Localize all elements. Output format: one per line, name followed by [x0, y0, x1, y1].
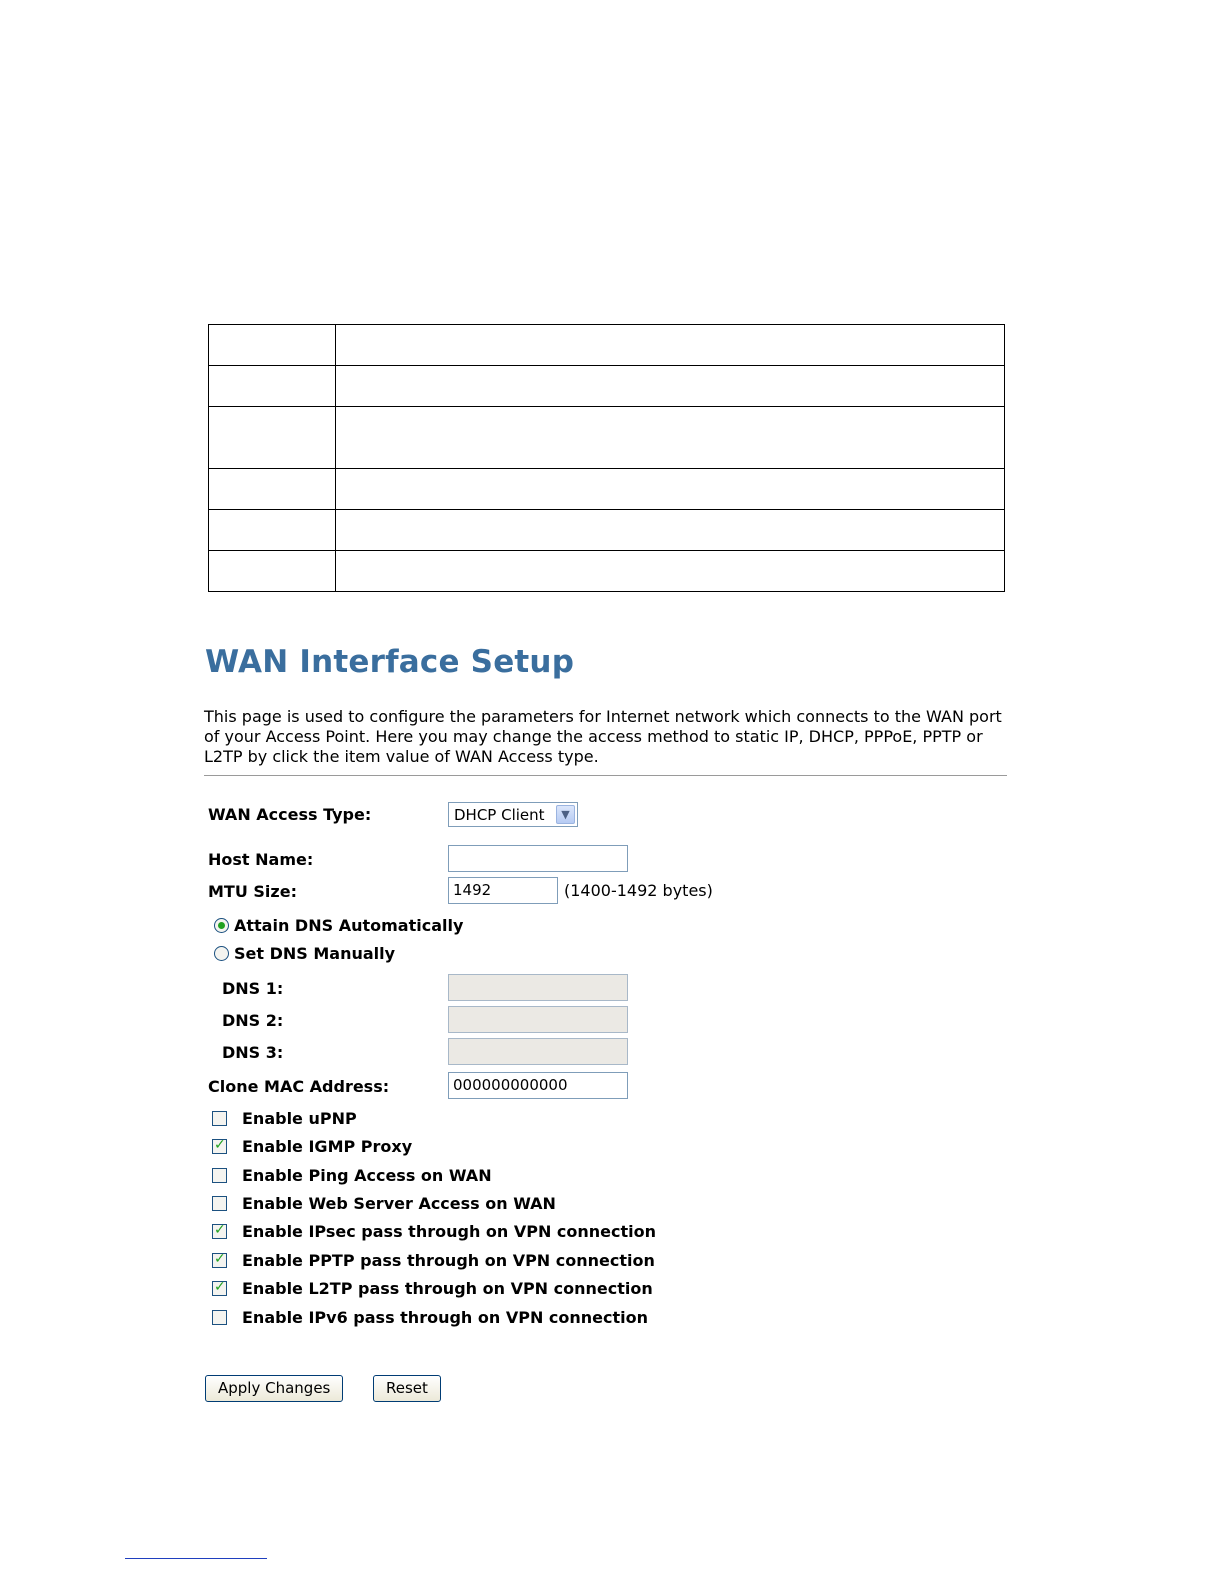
dns-manual-radio[interactable] [214, 946, 229, 961]
mtu-size-input[interactable]: 1492 [448, 877, 558, 904]
clone-mac-label: Clone MAC Address: [208, 1077, 390, 1096]
table-cell [336, 469, 1005, 510]
footer-divider [125, 1558, 267, 1559]
table-cell [209, 325, 336, 366]
ipv6-passthrough-checkbox[interactable] [212, 1310, 227, 1325]
dns-auto-option[interactable] [214, 916, 463, 935]
option-label: Enable uPNP [242, 1109, 357, 1128]
option-label: Enable IPsec pass through on VPN connection [242, 1222, 657, 1241]
option-pptp-passthrough[interactable] [212, 1251, 655, 1270]
apply-changes-button[interactable]: Apply Changes [205, 1375, 343, 1402]
option-label: Enable Ping Access on WAN [242, 1166, 492, 1185]
table-cell [336, 551, 1005, 592]
dns-manual-option[interactable] [214, 944, 395, 963]
host-name-label: Host Name: [208, 850, 314, 869]
reference-table [208, 324, 1005, 592]
option-upnp[interactable] [212, 1109, 357, 1128]
wan-access-type-select[interactable] [448, 802, 578, 827]
web-server-access-checkbox[interactable] [212, 1196, 227, 1211]
upnp-checkbox[interactable] [212, 1111, 227, 1126]
table-cell [209, 366, 336, 407]
ipsec-passthrough-checkbox[interactable] [212, 1224, 227, 1239]
wan-access-type-value: DHCP Client [454, 806, 545, 824]
dns-auto-label: Attain DNS Automatically [234, 916, 464, 935]
page-title: WAN Interface Setup [205, 644, 575, 680]
host-name-input[interactable] [448, 845, 628, 872]
table-cell [336, 510, 1005, 551]
table-cell [209, 551, 336, 592]
ping-access-checkbox[interactable] [212, 1168, 227, 1183]
divider [204, 775, 1007, 776]
dns1-input[interactable] [448, 974, 628, 1001]
option-ping-access[interactable] [212, 1166, 492, 1185]
option-igmp-proxy[interactable] [212, 1137, 412, 1156]
mtu-size-hint: (1400-1492 bytes) [564, 881, 713, 900]
clone-mac-input[interactable]: 000000000000 [448, 1072, 628, 1099]
table-cell [336, 325, 1005, 366]
table-cell [209, 469, 336, 510]
table-cell [209, 510, 336, 551]
option-ipv6-passthrough[interactable] [212, 1308, 648, 1327]
table-cell [209, 407, 336, 469]
table-cell [336, 366, 1005, 407]
option-label: Enable IPv6 pass through on VPN connection [242, 1308, 649, 1327]
dns2-label: DNS 2: [222, 1011, 284, 1030]
option-l2tp-passthrough[interactable] [212, 1279, 653, 1298]
option-label: Enable Web Server Access on WAN [242, 1194, 556, 1213]
reset-button[interactable]: Reset [373, 1375, 441, 1402]
pptp-passthrough-checkbox[interactable] [212, 1253, 227, 1268]
option-web-server-access[interactable] [212, 1194, 556, 1213]
dns-auto-radio[interactable] [214, 918, 229, 933]
igmp-proxy-checkbox[interactable] [212, 1139, 227, 1154]
dns3-label: DNS 3: [222, 1043, 284, 1062]
option-label: Enable L2TP pass through on VPN connection [242, 1279, 653, 1298]
option-ipsec-passthrough[interactable] [212, 1222, 656, 1241]
wan-access-type-label: WAN Access Type: [208, 805, 372, 824]
dns2-input[interactable] [448, 1006, 628, 1033]
l2tp-passthrough-checkbox[interactable] [212, 1281, 227, 1296]
option-label: Enable PPTP pass through on VPN connection [242, 1251, 655, 1270]
chevron-down-icon[interactable]: ▼ [556, 805, 575, 824]
table-cell [336, 407, 1005, 469]
dns-manual-label: Set DNS Manually [234, 944, 396, 963]
mtu-size-label: MTU Size: [208, 882, 297, 901]
dns3-input[interactable] [448, 1038, 628, 1065]
dns1-label: DNS 1: [222, 979, 284, 998]
page-description: This page is used to configure the parameters for Internet network which connects to the WAN port of your Access Point. Here you may change the access method to static IP, DHCP, PPPoE, PPTP or L2TP by click the item value of WAN Access type. [204, 707, 1002, 766]
option-label: Enable IGMP Proxy [242, 1137, 413, 1156]
